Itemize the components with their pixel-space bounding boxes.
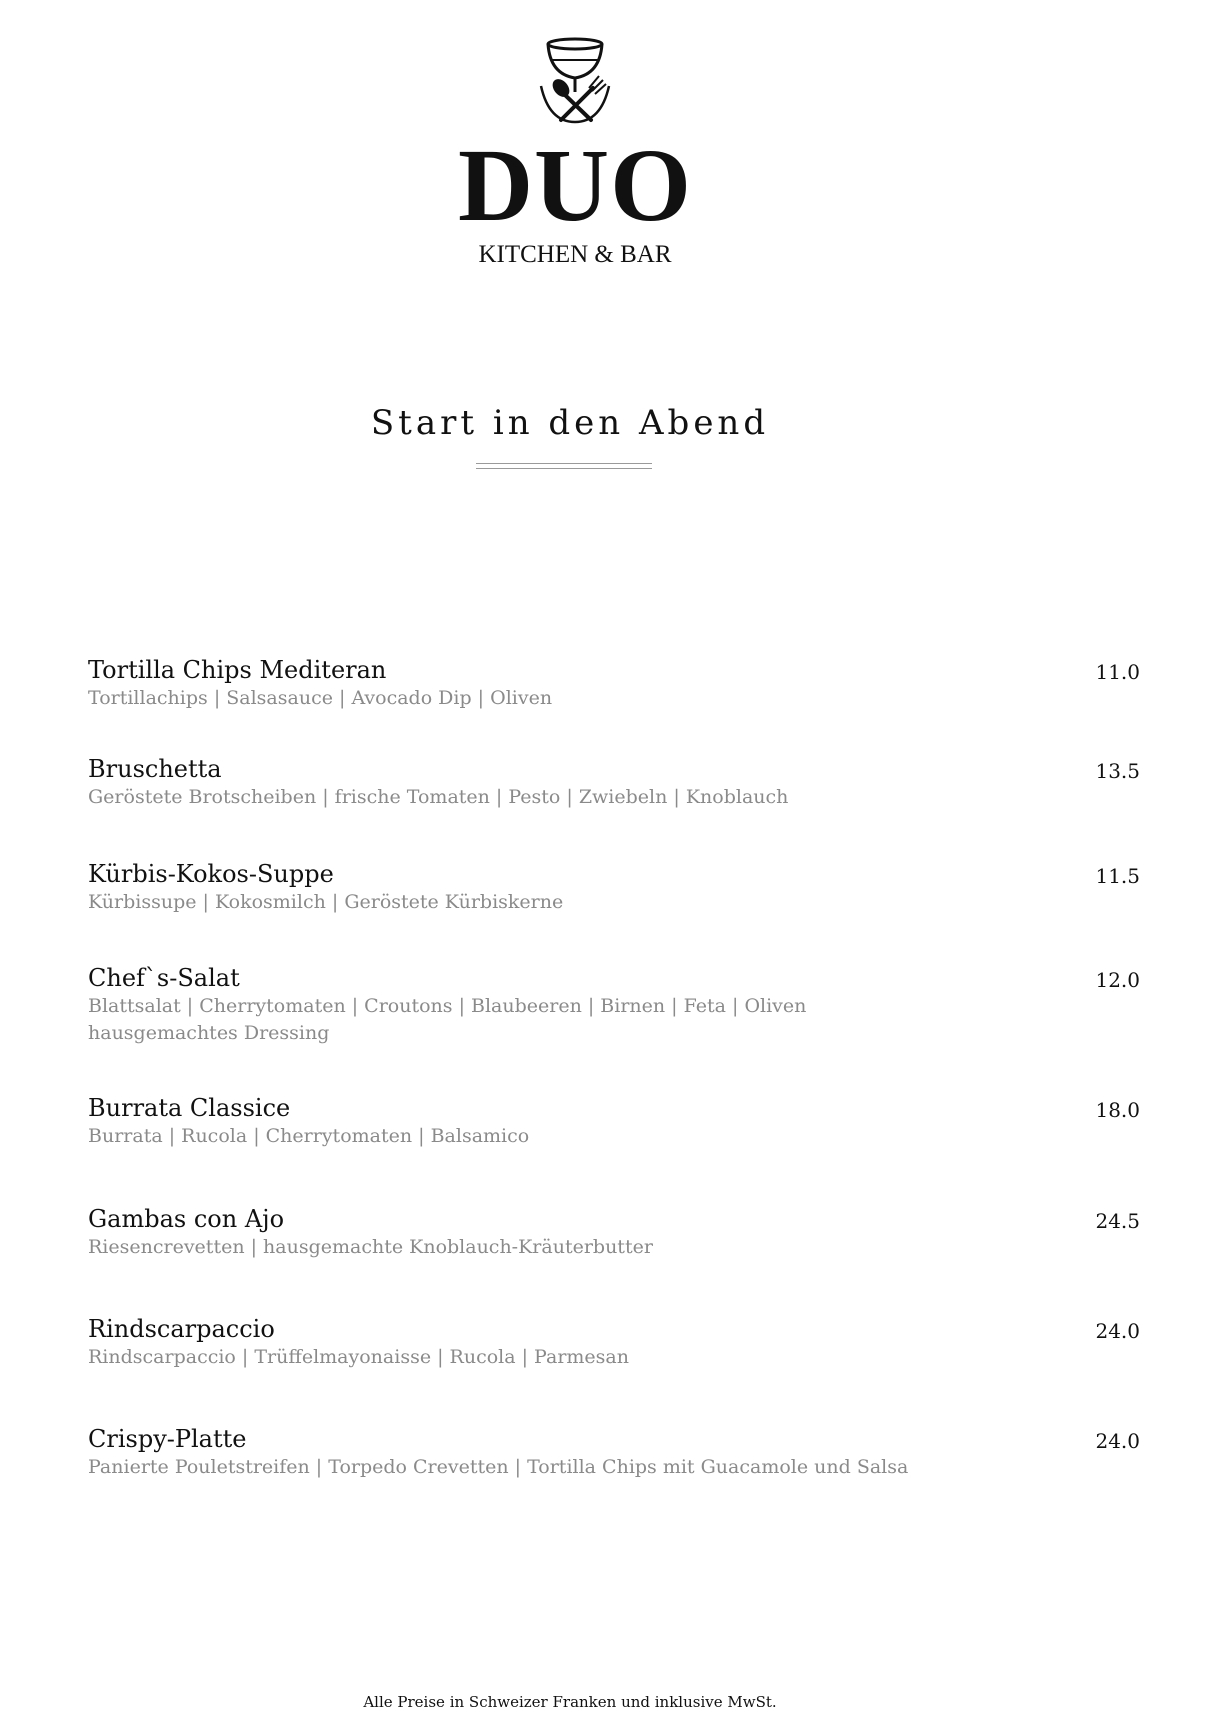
item-price: 13.5 — [1095, 759, 1140, 783]
item-price: 24.0 — [1095, 1429, 1140, 1453]
item-name: Tortilla Chips Mediteran — [88, 656, 387, 684]
title-divider — [476, 463, 652, 469]
menu-item — [88, 754, 1140, 811]
menu-item — [88, 1314, 1140, 1371]
item-price: 18.0 — [1095, 1098, 1140, 1122]
item-name: Kürbis-Kokos-Suppe — [88, 860, 334, 888]
item-name: Bruschetta — [88, 755, 222, 783]
item-description: Blattsalat | Cherrytomaten | Croutons | Blaubeeren | Birnen | Feta | Oliven — [88, 995, 807, 1017]
menu-item — [88, 859, 1140, 916]
section-title: Start in den Abend — [370, 403, 770, 443]
item-name: Chef`s-Salat — [88, 964, 240, 992]
item-description: Kürbissupe | Kokosmilch | Geröstete Kürbiskerne — [88, 891, 564, 913]
wineglass-spoon-fork-icon — [533, 36, 617, 126]
item-description: hausgemachtes Dressing — [88, 1022, 330, 1044]
item-name: Crispy-Platte — [88, 1425, 247, 1453]
item-description: Riesencrevetten | hausgemachte Knoblauch-Kräuterbutter — [88, 1236, 653, 1258]
menu-item — [88, 655, 1140, 712]
item-description: Rindscarpaccio | Trüffelmayonaisse | Rucola | Parmesan — [88, 1346, 629, 1368]
item-price: 24.5 — [1095, 1209, 1140, 1233]
logo — [0, 36, 1150, 270]
item-name: Burrata Classice — [88, 1094, 291, 1122]
brand-subtitle: KITCHEN & BAR — [478, 241, 672, 268]
price-note: Alle Preise in Schweizer Franken und inklusive MwSt. — [363, 1693, 777, 1711]
brand-name: DUO — [457, 128, 693, 243]
menu-item — [88, 963, 1140, 1047]
item-price: 11.5 — [1095, 864, 1140, 888]
item-description: Panierte Pouletstreifen | Torpedo Crevetten | Tortilla Chips mit Guacamole und Salsa — [88, 1456, 909, 1478]
menu-item — [88, 1424, 1140, 1481]
item-description: Burrata | Rucola | Cherrytomaten | Balsamico — [88, 1125, 530, 1147]
menu-item — [88, 1093, 1140, 1150]
item-description: Geröstete Brotscheiben | frische Tomaten | Pesto | Zwiebeln | Knoblauch — [88, 786, 789, 808]
item-name: Gambas con Ajo — [88, 1205, 285, 1233]
item-price: 24.0 — [1095, 1319, 1140, 1343]
item-price: 11.0 — [1095, 660, 1140, 684]
item-price: 12.0 — [1095, 968, 1140, 992]
item-description: Tortillachips | Salsasauce | Avocado Dip | Oliven — [88, 687, 553, 709]
item-name: Rindscarpaccio — [88, 1315, 275, 1343]
menu-item — [88, 1204, 1140, 1261]
